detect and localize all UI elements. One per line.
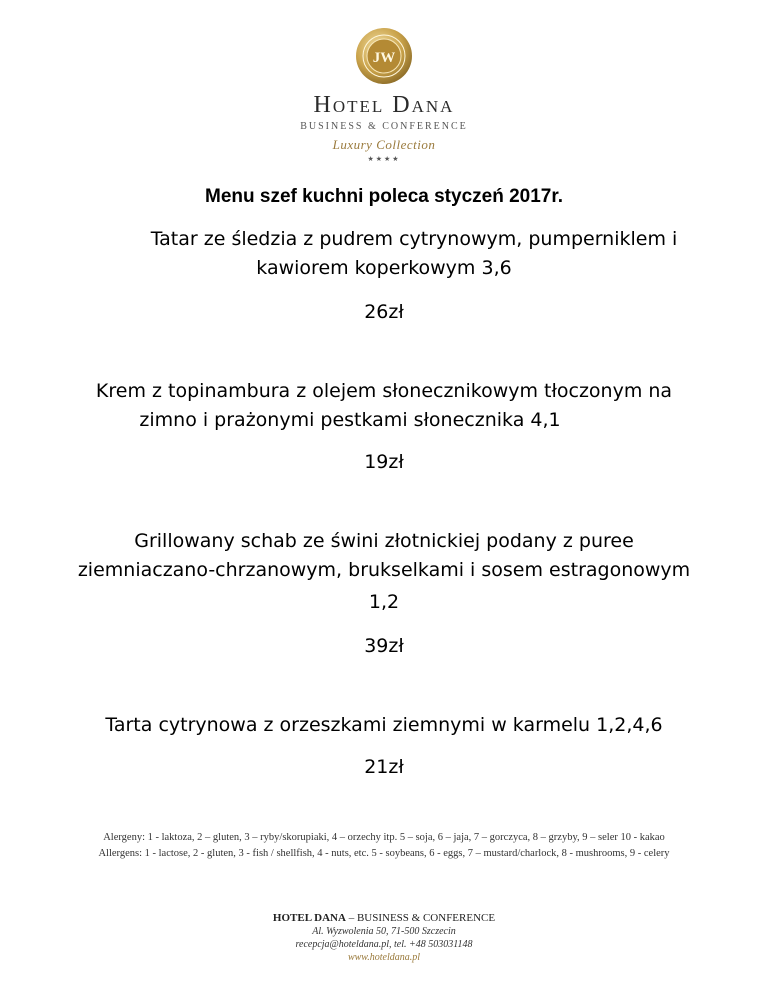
dish-2-line-2: zimno i prażonymi pestkami słonecznika 4,1 [139,409,561,431]
hotel-name: Hotel Dana [313,92,455,118]
allergens-pl: Alergeny: 1 - laktoza, 2 – gluten, 3 – ryby/skorupiaki, 4 – orzechy itp. 5 – soja, 6 – jaja, 7 – gorczyca, 8 – grzyby, 9 – seler 10 - kakao [103,832,665,843]
dish-4-price: 21zł [364,756,404,778]
collection-label: Luxury Collection [332,137,436,152]
footer-name-bold: HOTEL DANA [272,912,346,924]
dish-3-price: 39zł [364,635,404,657]
dish-2-line-1: Krem z topinambura z olejem słonecznikowym tłoczonym na [95,380,673,402]
footer-hotel-name [0,912,768,924]
dish-1-price: 26zł [364,301,404,323]
hotel-logo-badge [354,26,414,86]
star-rating: ★★★★ [367,156,401,163]
dish-2-price: 19zł [364,451,404,473]
allergens-block [0,830,768,862]
footer-name-rest: – BUSINESS & CONFERENCE [345,912,496,924]
footer-website-link[interactable]: www.hoteldana.pl [347,952,421,963]
dish-3-line-3: 1,2 [368,591,400,613]
logo-monogram: JW [372,50,396,66]
allergens-en: Allergens: 1 - lactose, 2 - gluten, 3 - fish / shellfish, 4 - nuts, etc. 5 - soybeans, 6 - eggs, 7 – mustard/charlock, 8 - mushrooms, 9 - celery [98,848,670,859]
menu-title: Menu szef kuchni poleca styczeń 2017r. [205,186,563,207]
dish-1-line-2: kawiorem koperkowym 3,6 [256,257,512,279]
dish-1-line-1: Tatar ze śledzia z pudrem cytrynowym, pumperniklem i [150,228,678,250]
footer-contact: recepcja@hoteldana.pl, tel. +48 503031148 [295,939,473,950]
dish-3-line-2: ziemniaczano-chrzanowym, brukselkami i sosem estragonowym [77,559,691,581]
logo-seal-icon [354,26,414,86]
footer-address: Al. Wyzwolenia 50, 71-500 Szczecin [312,926,456,937]
dish-3-line-1: Grillowany schab ze świni złotnickiej podany z puree [134,530,634,552]
hotel-subtitle: BUSINESS & CONFERENCE [300,121,468,132]
dish-4-line-1: Tarta cytrynowa z orzeszkami ziemnymi w karmelu 1,2,4,6 [105,714,663,736]
